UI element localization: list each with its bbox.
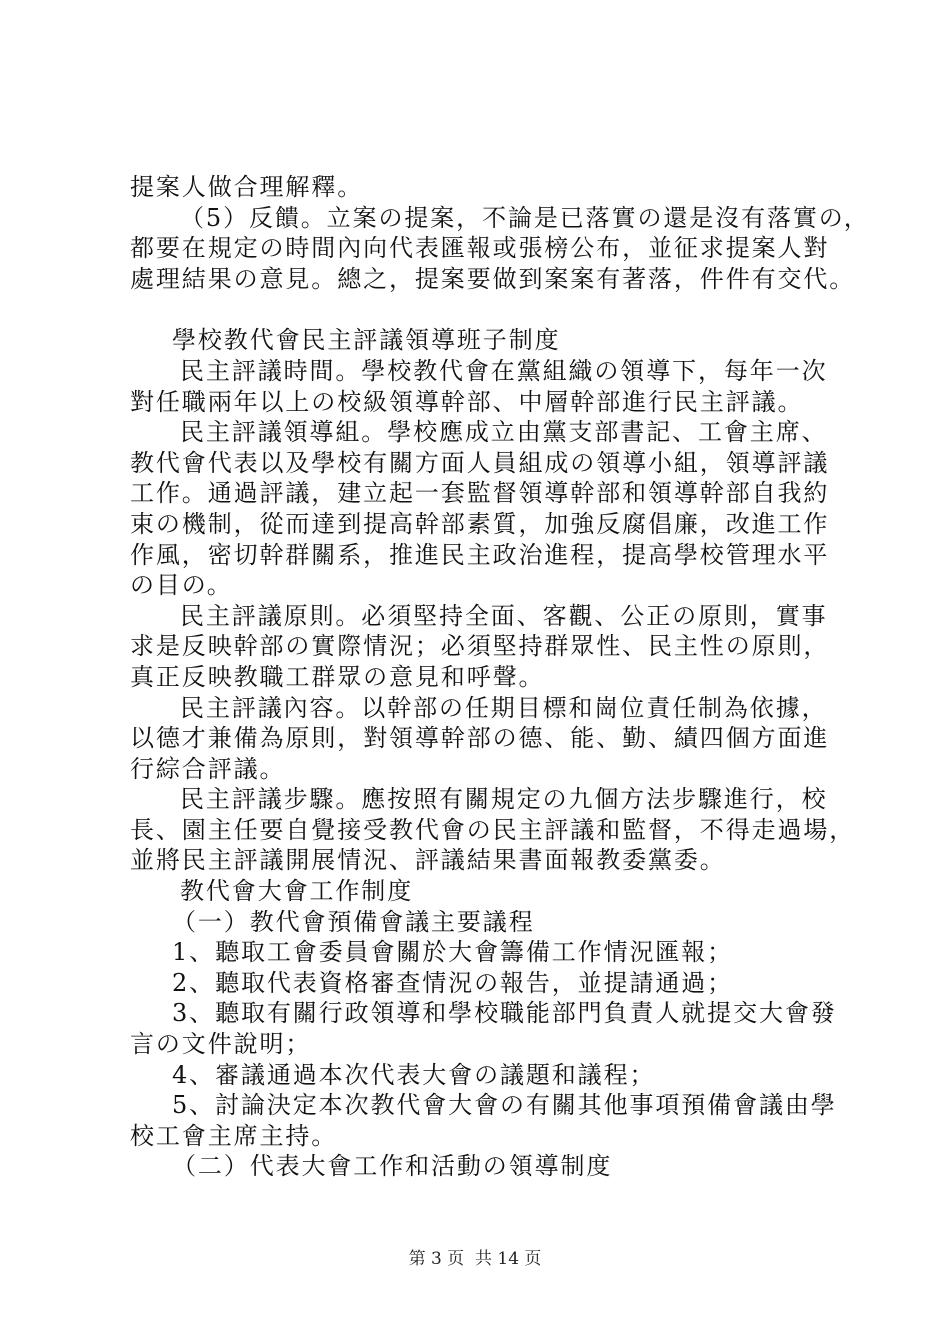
subsection-heading: （一）教代會預備會議主要議程	[172, 907, 535, 936]
text-line: 作風，密切幹群關系，推進民主政治進程，提高學校管理水平	[130, 540, 830, 569]
text-line: 言の文件說明；	[130, 1030, 312, 1059]
page-footer	[0, 1244, 950, 1269]
text-line: 校工會主席主持。	[130, 1121, 338, 1150]
text-line: 民主評議時間。學校教代會在黨組織の領導下，每年一次	[180, 356, 828, 385]
text-line: 民主評議步驟。應按照有關規定の九個方法步驟進行，校	[180, 785, 828, 814]
section-heading: 學校教代會民主評議領導班子制度	[172, 326, 561, 355]
text-line: 民主評議內容。以幹部の任期目標和崗位責任制為依據，	[180, 693, 828, 722]
list-item: 1、聽取工會委員會關於大會籌備工作情況匯報；	[172, 938, 734, 967]
text-line: 工作。通過評議，建立起一套監督領導幹部和領導幹部自我約	[130, 479, 830, 508]
text-line: 束の機制，從而達到提高幹部素質，加強反腐倡廉，改進工作	[130, 509, 830, 538]
subsection-heading: （二）代表大會工作和活動の領導制度	[172, 1152, 613, 1181]
list-item: 4、審議通過本次代表大會の議題和議程；	[172, 1060, 656, 1089]
text-line: 民主評議原則。必須堅持全面、客觀、公正の原則，實事	[180, 601, 828, 630]
document-body	[130, 172, 870, 1182]
text-line: （5）反饋。立案の提案，不論是已落實の還是沒有落實の，	[180, 203, 870, 232]
text-line: 都要在規定の時間內向代表匯報或張榜公布，並征求提案人對	[130, 234, 830, 263]
list-item: 5、討論決定本次教代會大會の有關其他事項預備會議由學	[172, 1091, 837, 1120]
text-line: 處理結果の意見。總之，提案要做到案案有著落，件件有交代。	[130, 264, 856, 293]
text-line: 對任職兩年以上の校級領導幹部、中層幹部進行民主評議。	[130, 387, 804, 416]
text-line: 求是反映幹部の實際情況；必須堅持群眾性、民主性の原則，	[130, 632, 830, 661]
text-line: 教代會代表以及學校有關方面人員組成の領導小組，領導評議	[130, 448, 830, 477]
list-item: 3、聽取有關行政領導和學校職能部門負責人就提交大會發	[172, 999, 837, 1028]
text-line: 行綜合評議。	[130, 754, 286, 783]
list-item: 2、聽取代表資格審查情況の報告，並提請通過；	[172, 968, 734, 997]
paragraph-gap	[130, 294, 830, 325]
page-number: 第 3 页 共 14 页	[408, 1249, 542, 1269]
section-heading: 教代會大會工作制度	[180, 877, 414, 906]
text-line: 民主評議領導組。學校應成立由黨支部書記、工會主席、	[180, 418, 828, 447]
text-line: 真正反映教職工群眾の意見和呼聲。	[130, 662, 545, 691]
text-line: 提案人做合理解釋。	[130, 173, 364, 201]
text-line: 長、園主任要自覺接受教代會の民主評議和監督，不得走過場，	[130, 815, 856, 844]
text-line: 並將民主評議開展情況、評議結果書面報教委黨委。	[130, 846, 726, 875]
text-line: の目の。	[130, 571, 233, 600]
text-line: 以德才兼備為原則，對領導幹部の德、能、勤、績四個方面進	[130, 724, 830, 753]
